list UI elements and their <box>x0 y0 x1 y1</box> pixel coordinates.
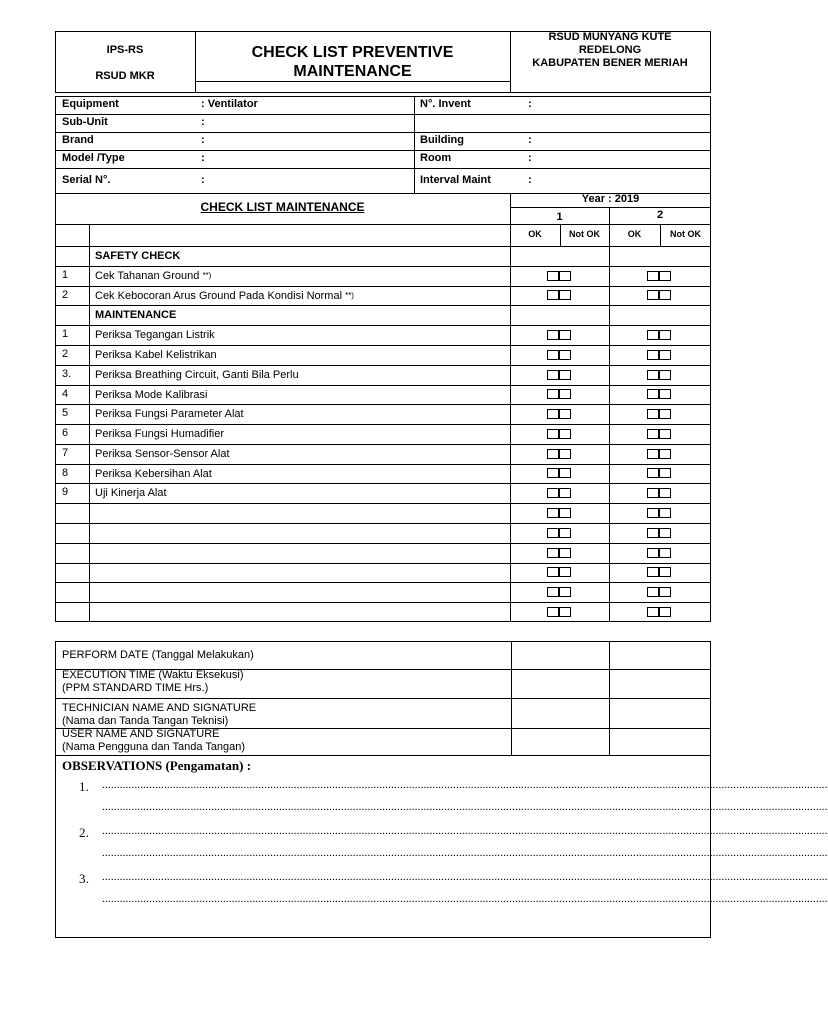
execution-time-label: EXECUTION TIME (Waktu Eksekusi) <box>62 669 244 681</box>
checkbox-period1-ok[interactable] <box>547 350 559 360</box>
ppm-standard-time-label: (PPM STANDARD TIME Hrs.) <box>62 682 209 694</box>
checkbox-period2-not-ok[interactable] <box>659 290 671 300</box>
info-right-label-0: N°. Invent <box>420 98 471 110</box>
observations-title: OBSERVATIONS (Pengamatan) : <box>62 758 252 773</box>
checkbox-period2-not-ok[interactable] <box>659 607 671 617</box>
checkbox-period1-not-ok[interactable] <box>559 548 571 558</box>
checklist-item-label: Periksa Kebersihan Alat <box>95 468 212 480</box>
hospital-name-line1: RSUD MUNYANG KUTE <box>548 31 672 43</box>
observation-line[interactable]: ...................................................................................................................................................................................................................................................... <box>102 825 828 837</box>
checklist-item-label: Uji Kinerja Alat <box>95 487 167 499</box>
info-right-label-2: Building <box>420 134 464 146</box>
checkbox-period2-not-ok[interactable] <box>659 587 671 597</box>
checklist-row-number: 7 <box>62 447 69 459</box>
checkbox-period2-ok[interactable] <box>647 548 659 558</box>
checklist-section-heading <box>95 249 180 263</box>
checkbox-period1-not-ok[interactable] <box>559 350 571 360</box>
checkbox-period1-not-ok[interactable] <box>559 567 571 577</box>
checkbox-period2-ok[interactable] <box>647 409 659 419</box>
checkbox-period1-not-ok[interactable] <box>559 607 571 617</box>
checkbox-period1-ok[interactable] <box>547 508 559 518</box>
info-value-2[interactable]: : <box>201 134 205 146</box>
checkbox-period2-ok[interactable] <box>647 330 659 340</box>
user-signature-label: USER NAME AND SIGNATURE <box>62 728 220 740</box>
not-ok-header-1: Not OK <box>569 229 600 239</box>
checkbox-period2-not-ok[interactable] <box>659 449 671 459</box>
checkbox-period1-not-ok[interactable] <box>559 290 571 300</box>
checkbox-period1-not-ok[interactable] <box>559 528 571 538</box>
technician-signature-label: TECHNICIAN NAME AND SIGNATURE <box>62 702 257 714</box>
checkbox-period2-not-ok[interactable] <box>659 429 671 439</box>
checklist-item-text <box>95 467 212 481</box>
checklist-item-label: Cek Kebocoran Arus Ground Pada Kondisi Normal <box>95 290 346 302</box>
checkbox-period1-ok[interactable] <box>547 409 559 419</box>
checkbox-period2-not-ok[interactable] <box>659 528 671 538</box>
form-title-line1: CHECK LIST PREVENTIVE <box>251 44 454 61</box>
checklist-row-number: 9 <box>62 486 69 498</box>
perform-date-label: PERFORM DATE (Tanggal Melakukan) <box>62 649 254 661</box>
checkbox-period2-ok[interactable] <box>647 567 659 577</box>
observation-number-2: 2. <box>79 825 90 840</box>
checklist-item-note: **) <box>202 271 212 280</box>
checkbox-period2-not-ok[interactable] <box>659 389 671 399</box>
checklist-item-text <box>95 348 217 362</box>
checkbox-period1-not-ok[interactable] <box>559 429 571 439</box>
checkbox-period1-ok[interactable] <box>547 548 559 558</box>
checkbox-period2-not-ok[interactable] <box>659 271 671 281</box>
checkbox-period1-ok[interactable] <box>547 290 559 300</box>
checkbox-period2-not-ok[interactable] <box>659 330 671 340</box>
observation-line-continued[interactable]: ...................................................................................................................................................................................................................................................... <box>102 893 828 905</box>
info-value-3[interactable]: : <box>201 152 205 164</box>
checkbox-period2-ok[interactable] <box>647 607 659 617</box>
checklist-item-label: Periksa Mode Kalibrasi <box>95 389 208 401</box>
info-value-0[interactable]: : Ventilator <box>201 98 258 110</box>
checklist-item-text <box>95 407 244 421</box>
checkbox-period1-not-ok[interactable] <box>559 409 571 419</box>
checkbox-period2-ok[interactable] <box>647 488 659 498</box>
checkbox-period2-ok[interactable] <box>647 429 659 439</box>
info-value-1[interactable]: : <box>201 116 205 128</box>
checkbox-period1-ok[interactable] <box>547 528 559 538</box>
user-signature-sublabel: (Nama Pengguna dan Tanda Tangan) <box>62 741 246 753</box>
checklist-row-number: 2 <box>62 348 69 360</box>
checkbox-period1-ok[interactable] <box>547 429 559 439</box>
checkbox-period1-not-ok[interactable] <box>559 587 571 597</box>
checklist-item-text <box>95 328 215 342</box>
checkbox-period1-ok[interactable] <box>547 271 559 281</box>
checklist-item-note: **) <box>345 291 354 300</box>
period-2-header: 2 <box>656 209 664 221</box>
checkbox-period1-not-ok[interactable] <box>559 271 571 281</box>
checkbox-period2-not-ok[interactable] <box>659 468 671 478</box>
checklist-row-number: 1 <box>62 328 69 340</box>
checklist-row-number: 2 <box>62 289 69 301</box>
checkbox-period2-not-ok[interactable] <box>659 488 671 498</box>
checkbox-period2-ok[interactable] <box>647 508 659 518</box>
hospital-name-line2: REDELONG <box>578 44 642 56</box>
info-right-label-3: Room <box>420 152 452 164</box>
checkbox-period2-ok[interactable] <box>647 528 659 538</box>
checklist-section-heading <box>95 308 176 322</box>
checklist-row <box>55 503 711 523</box>
year-label: Year : 2019 <box>581 193 640 205</box>
checkbox-period1-not-ok[interactable] <box>559 508 571 518</box>
checkbox-period1-ok[interactable] <box>547 468 559 478</box>
checkbox-period1-ok[interactable] <box>547 567 559 577</box>
technician-signature-sublabel: (Nama dan Tanda Tangan Teknisi) <box>62 715 229 727</box>
checkbox-period1-ok[interactable] <box>547 370 559 380</box>
info-right-value-3[interactable]: : <box>528 152 532 164</box>
checklist-item-text <box>95 289 354 303</box>
checklist-item-text <box>95 368 299 382</box>
checklist-item-label: Periksa Breathing Circuit, Ganti Bila Perlu <box>95 369 299 381</box>
checklist-item-label: Periksa Tegangan Listrik <box>95 329 215 341</box>
checkbox-period1-ok[interactable] <box>547 488 559 498</box>
info-right-value-0[interactable]: : <box>528 98 532 110</box>
checklist-row-number: 8 <box>62 467 69 479</box>
checkbox-period1-ok[interactable] <box>547 389 559 399</box>
observation-line-continued[interactable]: ...................................................................................................................................................................................................................................................... <box>102 801 828 813</box>
info-right-value-2[interactable]: : <box>528 134 532 146</box>
checkbox-period2-not-ok[interactable] <box>659 567 671 577</box>
hospital-name-line3: KABUPATEN BENER MERIAH <box>532 57 688 69</box>
checklist-item-text <box>95 447 230 461</box>
checklist-item-label: Periksa Sensor-Sensor Alat <box>95 448 230 460</box>
info-right-value-4[interactable]: : <box>528 174 532 186</box>
checklist-item-text <box>95 427 224 441</box>
info-label-0: Equipment <box>62 98 119 110</box>
checklist-item-label: Periksa Fungsi Parameter Alat <box>95 408 244 420</box>
ok-header-1: OK <box>528 229 542 239</box>
checkbox-period1-not-ok[interactable] <box>559 389 571 399</box>
checkbox-period1-ok[interactable] <box>547 330 559 340</box>
checkbox-period1-not-ok[interactable] <box>559 468 571 478</box>
checkbox-period2-ok[interactable] <box>647 290 659 300</box>
ok-header-2: OK <box>627 229 642 239</box>
checklist-item-label: Periksa Kabel Kelistrikan <box>95 349 217 361</box>
checklist-row-number: 5 <box>62 407 69 419</box>
checkbox-period1-not-ok[interactable] <box>559 449 571 459</box>
checklist-row-number: 6 <box>62 427 69 439</box>
info-label-1: Sub-Unit <box>62 116 108 128</box>
checklist-row <box>55 602 711 622</box>
checkbox-period2-ok[interactable] <box>647 350 659 360</box>
checkbox-period1-ok[interactable] <box>547 449 559 459</box>
checkbox-period1-ok[interactable] <box>547 607 559 617</box>
info-right-label-4: Interval Maint <box>420 174 491 186</box>
observation-number-1: 1. <box>79 779 90 794</box>
checklist-item-label: MAINTENANCE <box>95 309 177 321</box>
checklist-item-text <box>95 388 208 402</box>
not-ok-header-2: Not OK <box>670 229 701 239</box>
checklist-row <box>55 582 711 602</box>
info-label-2: Brand <box>62 134 94 146</box>
checkbox-period1-not-ok[interactable] <box>559 330 571 340</box>
header-left-line1: IPS-RS <box>106 44 144 56</box>
header-left-line2: RSUD MKR <box>95 70 155 82</box>
checklist-row <box>55 563 711 582</box>
checkbox-period2-ok[interactable] <box>647 370 659 380</box>
checklist-item-text <box>95 486 167 500</box>
checkbox-period1-not-ok[interactable] <box>559 370 571 380</box>
checkbox-period2-ok[interactable] <box>647 389 659 399</box>
checklist-row-number: 3. <box>62 368 72 380</box>
info-label-3: Model /Type <box>62 152 125 164</box>
checkbox-period2-ok[interactable] <box>647 271 659 281</box>
info-value-4[interactable]: : <box>201 174 205 186</box>
checkbox-period2-not-ok[interactable] <box>659 370 671 380</box>
period-1-header: 1 <box>556 211 563 223</box>
observation-number-3: 3. <box>79 871 90 886</box>
info-label-4: Serial N°. <box>62 174 111 186</box>
checkbox-period2-not-ok[interactable] <box>659 350 671 360</box>
checkbox-period2-not-ok[interactable] <box>659 548 671 558</box>
form-title-line2: MAINTENANCE <box>293 63 412 80</box>
checklist-row <box>55 543 711 563</box>
checkbox-period2-not-ok[interactable] <box>659 508 671 518</box>
checklist-row <box>55 523 711 543</box>
checklist-row-number: 1 <box>62 269 69 281</box>
checkbox-period2-not-ok[interactable] <box>659 409 671 419</box>
checklist-item-label: SAFETY CHECK <box>95 250 181 262</box>
checklist-item-text <box>95 269 211 283</box>
checklist-item-label: Cek Tahanan Ground <box>95 270 203 282</box>
observation-line[interactable]: ...................................................................................................................................................................................................................................................... <box>102 871 828 883</box>
equipment-info-box <box>55 96 711 194</box>
checkbox-period1-ok[interactable] <box>547 587 559 597</box>
observation-line[interactable]: ...................................................................................................................................................................................................................................................... <box>102 779 828 791</box>
checkbox-period1-not-ok[interactable] <box>559 488 571 498</box>
checkbox-period2-ok[interactable] <box>647 587 659 597</box>
checkbox-period2-ok[interactable] <box>647 449 659 459</box>
checklist-title: CHECK LIST MAINTENANCE <box>200 200 365 214</box>
checkbox-period2-ok[interactable] <box>647 468 659 478</box>
observation-line-continued[interactable]: ...................................................................................................................................................................................................................................................... <box>102 847 828 859</box>
checklist-item-label: Periksa Fungsi Humadifier <box>95 428 224 440</box>
checklist-row-number: 4 <box>62 388 69 400</box>
